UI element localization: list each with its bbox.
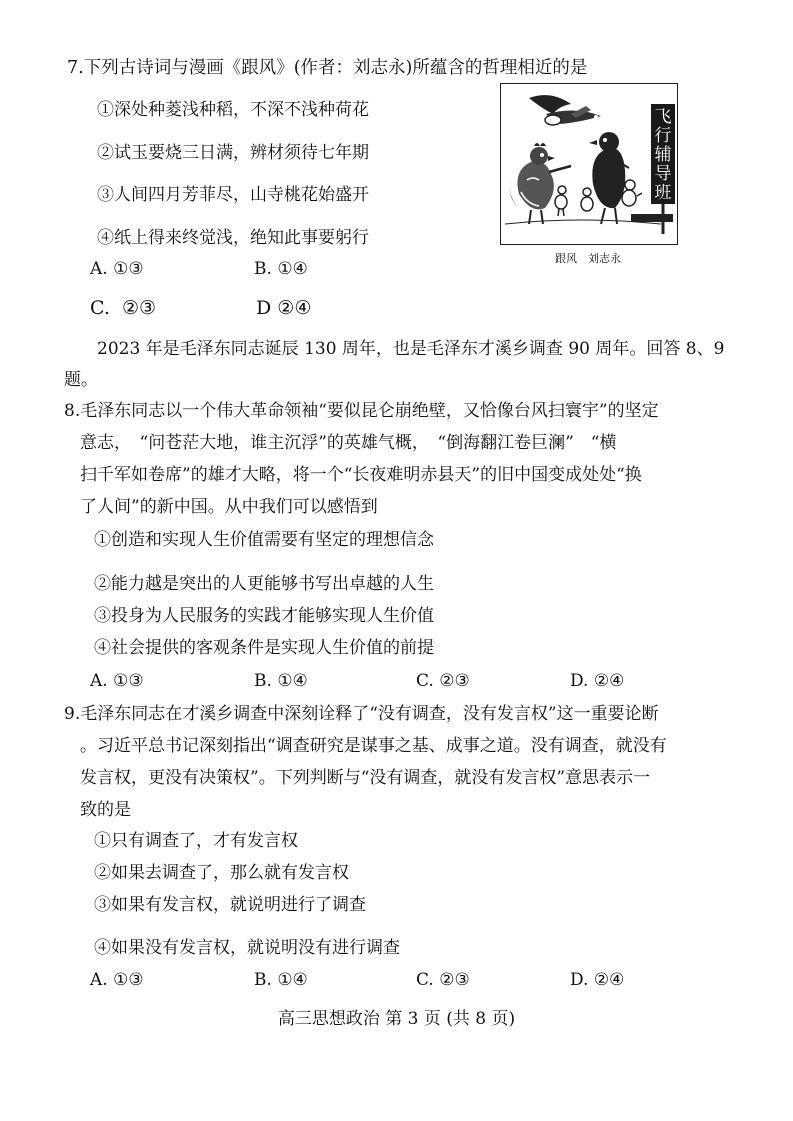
q9-choice-b [254,969,308,991]
cartoon-image [500,83,678,245]
q9-choice-c-letter: C. [416,970,434,990]
q7-choice-d-value: ②④ [277,297,312,319]
q7-choice-c [90,297,156,319]
q8-choice-a-letter: A. [90,671,108,691]
q9-stem-1: 9.毛泽东同志在才溪乡调查中深刻诠释了“没有调查，没有发言权”这一重要论断 [64,704,659,724]
crow-icon [589,132,629,224]
q9-choice-a-value: ①③ [113,970,144,990]
q7-choice-a-value: ①③ [113,259,144,279]
q7-choice-d [256,297,311,319]
q9-choice-b-value: ①④ [277,970,308,990]
intro-line-1: 2023 年是毛泽东同志诞辰 130 周年，也是毛泽东才溪乡调查 90 周年。回答 8、9 [97,339,725,359]
q8-choice-d-letter: D. [570,671,589,691]
sign-text [651,108,675,203]
q9-item-4: ④如果没有发言权，就说明没有进行调查 [94,938,400,958]
q7-item-1: ①深处种菱浅种稻，不深不浅种荷花 [97,100,369,120]
q8-choice-b [254,670,308,692]
q9-stem-2: 。习近平总书记深刻指出“调查研究是谋事之基、成事之道。没有调查，就没有 [80,736,667,756]
q8-choice-b-value: ①④ [277,671,308,691]
q7-item-3: ③人间四月芳菲尽，山寺桃花始盛开 [97,185,369,205]
sign-char: 飞 [654,107,672,127]
q7-stem: 7.下列古诗词与漫画《跟风》(作者：刘志永)所蕴含的哲理相近的是 [67,58,588,78]
q8-choice-b-letter: B. [254,671,272,691]
q8-choice-c-value: ②③ [439,671,470,691]
q8-stem-1: 8.毛泽东同志以一个伟大革命领袖“要似昆仑崩绝壁，又恰像台风扫寰宇”的坚定 [64,401,659,421]
q7-choice-b [254,258,308,280]
q9-choice-c-value: ②③ [439,970,470,990]
cartoon-caption: 跟风 刘志永 [555,252,621,265]
q7-choice-d-letter: D [256,297,272,319]
sign-char: 导 [654,164,672,184]
q8-stem-4: 了人间”的新中国。从中我们可以感悟到 [80,497,378,517]
rooster-icon [510,143,571,224]
q8-item-2: ②能力越是突出的人更能够书写出卓越的人生 [94,574,434,594]
q8-choice-d-value: ②④ [593,671,625,691]
q8-choice-c [416,670,470,692]
q8-item-3: ③投身为人民服务的实践才能够实现人生价值 [94,606,434,626]
flying-bird-icon [529,95,601,125]
q9-item-2: ②如果去调查了，那么就有发言权 [94,863,349,883]
q9-choice-d [570,969,624,991]
q9-choice-a [90,969,144,991]
q8-stem-3: 扫千军如卷席”的雄才大略，将一个“长夜难明赤县天”的旧中国变成处处“换 [80,465,642,485]
q7-choice-b-letter: B. [254,259,272,279]
q8-item-1: ①创造和实现人生价值需要有坚定的理想信念 [94,530,434,550]
sign-char: 班 [654,183,672,203]
q7-choice-c-letter: C. [90,297,110,319]
q7-choice-a [90,258,144,280]
q9-choice-b-letter: B. [254,970,272,990]
q7-choice-c-value: ②③ [122,297,157,319]
sign-char: 辅 [654,145,672,165]
page-footer: 高三思想政治 第 3 页 (共 8 页) [277,1009,516,1029]
q8-choice-d [570,670,624,692]
q9-choice-d-value: ②④ [593,970,625,990]
q9-item-1: ①只有调查了，才有发言权 [94,831,298,851]
q9-choice-c [416,969,470,991]
q8-item-4: ④社会提供的客观条件是实现人生价值的前提 [94,638,434,658]
q9-choice-a-letter: A. [90,970,108,990]
q7-item-2: ②试玉要烧三日满，辨材须待七年期 [97,143,369,163]
q9-stem-4: 致的是 [80,800,131,820]
sign-char: 行 [654,126,672,146]
q8-choice-c-letter: C. [416,671,434,691]
intro-line-2: 题。 [64,370,98,390]
chick-icon [555,186,593,216]
q9-item-3: ③如果有发言权，就说明进行了调查 [94,895,366,915]
q8-choice-a [90,670,144,692]
q8-stem-2: 意志， “问苍茫大地，谁主沉浮”的英雄气概， “倒海翻江卷巨澜” “横 [80,433,617,453]
q7-choice-b-value: ①④ [277,259,308,279]
q8-choice-a-value: ①③ [113,671,144,691]
q7-choice-a-letter: A. [90,259,108,279]
q7-item-4: ④纸上得来终觉浅，绝知此事要躬行 [97,228,369,248]
q9-choice-d-letter: D. [570,970,589,990]
q9-stem-3: 发言权，更没有决策权”。下列判断与“没有调查，就没有发言权”意思表示一 [80,768,651,788]
